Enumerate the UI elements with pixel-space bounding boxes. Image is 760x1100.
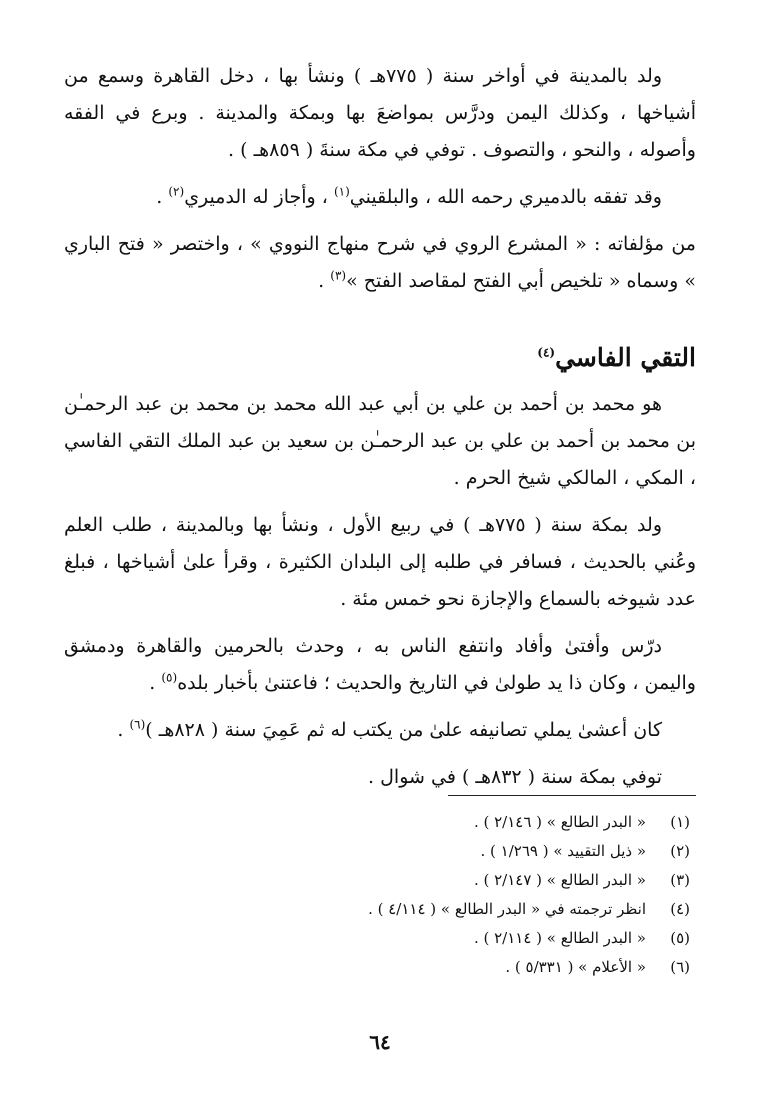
paragraph-study (64, 179, 696, 216)
footnote-ref-6[interactable]: (٦) (129, 717, 146, 732)
footnote-item (64, 837, 690, 866)
footnote-text: « الأعلام » ( ٥/٣٣١ ) . (505, 958, 646, 976)
page-body (64, 58, 696, 806)
paragraph-text: . (156, 186, 169, 208)
paragraph-text: ولد بمكة سنة ( ٧٧٥هـ ) في ربيع الأول ، ونشأ بها وبالمدينة ، طلب العلم وعُني بالحديث ، فسافر في طلبه إلى البلدان الكثيرة ، وقرأ علىٰ أشياخها ، فبلغ عدد شيوخه بالسماع والإجازة نحو خمس مئة . (64, 514, 696, 610)
footnote-item (64, 866, 690, 895)
footnotes (64, 808, 690, 982)
paragraph-blindness (64, 712, 696, 749)
footnote-text: « البدر الطالع » ( ٢/١٤٦ ) . (473, 813, 646, 831)
paragraph-works (64, 226, 696, 300)
paragraph-text: هو محمد بن أحمد بن علي بن أبي عبد الله محمد بن محمد بن عبد الرحمـٰن بن محمد بن أحمد بن علي بن عبد الرحمـٰن بن سعيد بن عبد الملك التقي الفاسي ، المكي ، المالكي شيخ الحرم . (64, 393, 696, 489)
footnote-ref-5[interactable]: (٥) (161, 670, 178, 685)
paragraph-text: توفي بمكة سنة ( ٨٣٢هـ ) في شوال . (368, 766, 662, 788)
paragraph-birth-1 (64, 58, 696, 169)
footnote-number: (٥) (670, 929, 690, 947)
footnote-ref-1[interactable]: (١) (333, 184, 350, 199)
paragraph-teaching (64, 628, 696, 702)
footnote-number: (٢) (670, 842, 690, 860)
paragraph-text: . (117, 719, 130, 741)
paragraph-text: ولد بالمدينة في أواخر سنة ( ٧٧٥هـ ) ونشأ بها ، دخل القاهرة وسمع من أشياخها ، وكذلك اليمن ودرَّس بمواضعَ بها وبمكة والمدينة . وبرع في الفقه وأصوله ، والنحو ، والتصوف . توفي في مكة سنةَ ( ٨٥٩هـ ) . (64, 65, 696, 161)
paragraph-text: . (318, 270, 331, 292)
footnote-text: « ذيل التقييد » ( ١/٢٦٩ ) . (480, 842, 646, 860)
footnote-divider (448, 795, 696, 796)
footnote-text: انظر ترجمته في « البدر الطالع » ( ٤/١١٤ ) . (368, 900, 646, 918)
footnote-number: (٣) (670, 871, 690, 889)
footnote-ref-3[interactable]: (٣) (330, 268, 347, 283)
footnote-number: (٦) (670, 958, 690, 976)
paragraph-birth-2 (64, 507, 696, 618)
paragraph-text: وقد تفقه بالدميري رحمه الله ، والبلقيني (349, 186, 662, 208)
paragraph-death (64, 759, 696, 796)
paragraph-name (64, 386, 696, 497)
footnote-item (64, 953, 690, 982)
paragraph-text: من مؤلفاته : « المشرع الروي في شرح منهاج النووي » ، واختصر « فتح الباري » وسماه « تلخيص أبي الفتح لمقاصد الفتح » (64, 233, 696, 292)
footnote-item (64, 895, 690, 924)
footnote-text: « البدر الطالع » ( ٢/١٤٧ ) . (473, 871, 646, 889)
section-heading (64, 340, 696, 376)
footnote-ref-2[interactable]: (٢) (168, 184, 185, 199)
footnote-item (64, 924, 690, 953)
heading-text: التقي الفاسي (555, 343, 696, 372)
footnote-ref-4[interactable]: (٤) (537, 345, 556, 360)
footnote-number: (٤) (670, 900, 690, 918)
paragraph-text: . (149, 672, 162, 694)
paragraph-text: ، وأجاز له الدميري (184, 186, 334, 208)
footnote-item (64, 808, 690, 837)
footnote-text: « البدر الطالع » ( ٢/١١٤ ) . (473, 929, 646, 947)
footnote-number: (١) (670, 813, 690, 831)
paragraph-text: درّس وأفتىٰ وأفاد وانتفع الناس به ، وحدث بالحرمين والقاهرة ودمشق واليمن ، وكان ذا يد طولىٰ في التاريخ والحديث ؛ فاعتنىٰ بأخبار بلده (64, 635, 696, 694)
paragraph-text: كان أعشىٰ يملي تصانيفه علىٰ من يكتب له ثم عَمِيَ سنة ( ٨٢٨هـ ) (145, 719, 662, 741)
page-number: ٦٤ (369, 1030, 391, 1054)
